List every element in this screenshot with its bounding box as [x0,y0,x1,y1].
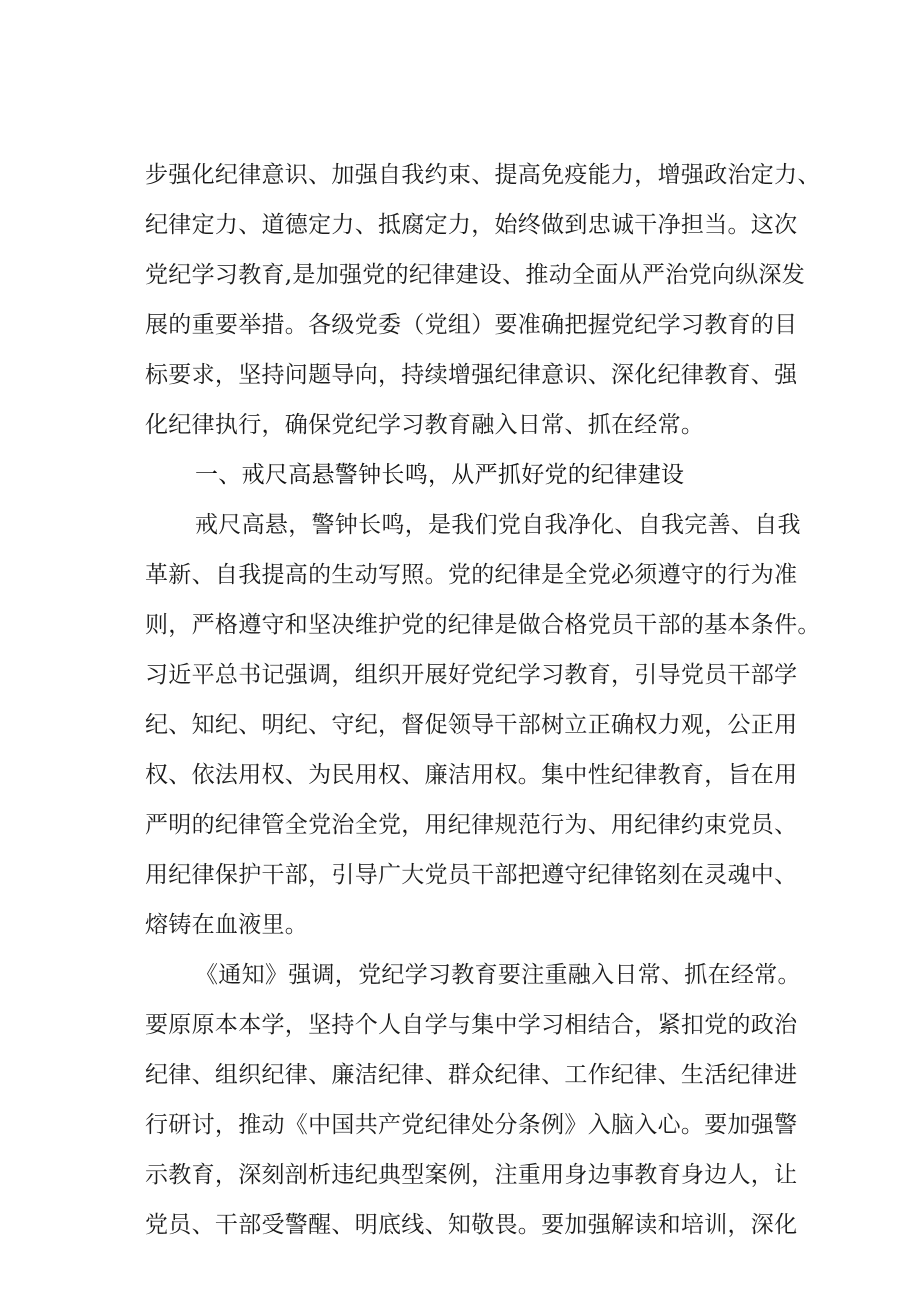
paragraph-1-line-4: 展的重要举措。各级党委（党组）要准确把握党纪学习教育的目 [145,312,798,338]
paragraph-3-line-4: 行研讨，推动《中国共产党纪律处分条例》入脑入心。要加强警 [145,1112,798,1138]
paragraph-1-line-6: 化纪律执行，确保党纪学习教育融入日常、抓在经常。 [145,412,705,438]
paragraph-3-line-5: 示教育，深刻剖析违纪典型案例，注重用身边事教育身边人，让 [145,1162,798,1188]
paragraph-2-line-2: 革新、自我提高的生动写照。党的纪律是全党必须遵守的行为准 [145,562,798,588]
paragraph-1-line-2: 纪律定力、道德定力、抵腐定力，始终做到忠诚干净担当。这次 [145,212,798,238]
paragraph-2-line-1: 戒尺高悬，警钟长鸣，是我们党自我净化、自我完善、自我 [195,512,801,538]
paragraph-1-line-5: 标要求，坚持问题导向，持续增强纪律意识、深化纪律教育、强 [145,362,798,388]
paragraph-2-line-6: 权、依法用权、为民用权、廉洁用权。集中性纪律教育，旨在用 [145,762,798,788]
paragraph-3-line-3: 纪律、组织纪律、廉洁纪律、群众纪律、工作纪律、生活纪律进 [145,1062,798,1088]
paragraph-3-line-1: 《通知》强调，党纪学习教育要注重融入日常、抓在经常。 [195,962,801,988]
paragraph-3-line-2: 要原原本本学，坚持个人自学与集中学习相结合，紧扣党的政治 [145,1012,798,1038]
paragraph-2-line-5: 纪、知纪、明纪、守纪，督促领导干部树立正确权力观，公正用 [145,712,798,738]
paragraph-1-line-3: 党纪学习教育,是加强党的纪律建设、推动全面从严治党向纵深发 [145,262,806,288]
paragraph-3-line-6: 党员、干部受警醒、明底线、知敬畏。要加强解读和培训，深化 [145,1212,798,1238]
paragraph-1-line-1: 步强化纪律意识、加强自我约束、提高免疫能力，增强政治定力、 [145,162,821,188]
paragraph-2-line-9: 熔铸在血液里。 [145,912,309,938]
paragraph-2-line-3: 则，严格遵守和坚决维护党的纪律是做合格党员干部的基本条件。 [145,612,821,638]
paragraph-2-line-8: 用纪律保护干部，引导广大党员干部把遵守纪律铭刻在灵魂中、 [145,862,798,888]
paragraph-2-line-4: 习近平总书记强调，组织开展好党纪学习教育，引导党员干部学 [145,662,798,688]
paragraph-2-line-7: 严明的纪律管全党治全党，用纪律规范行为、用纪律约束党员、 [145,812,798,838]
section-heading-1: 一、戒尺高悬警钟长鸣，从严抓好党的纪律建设 [195,462,685,488]
